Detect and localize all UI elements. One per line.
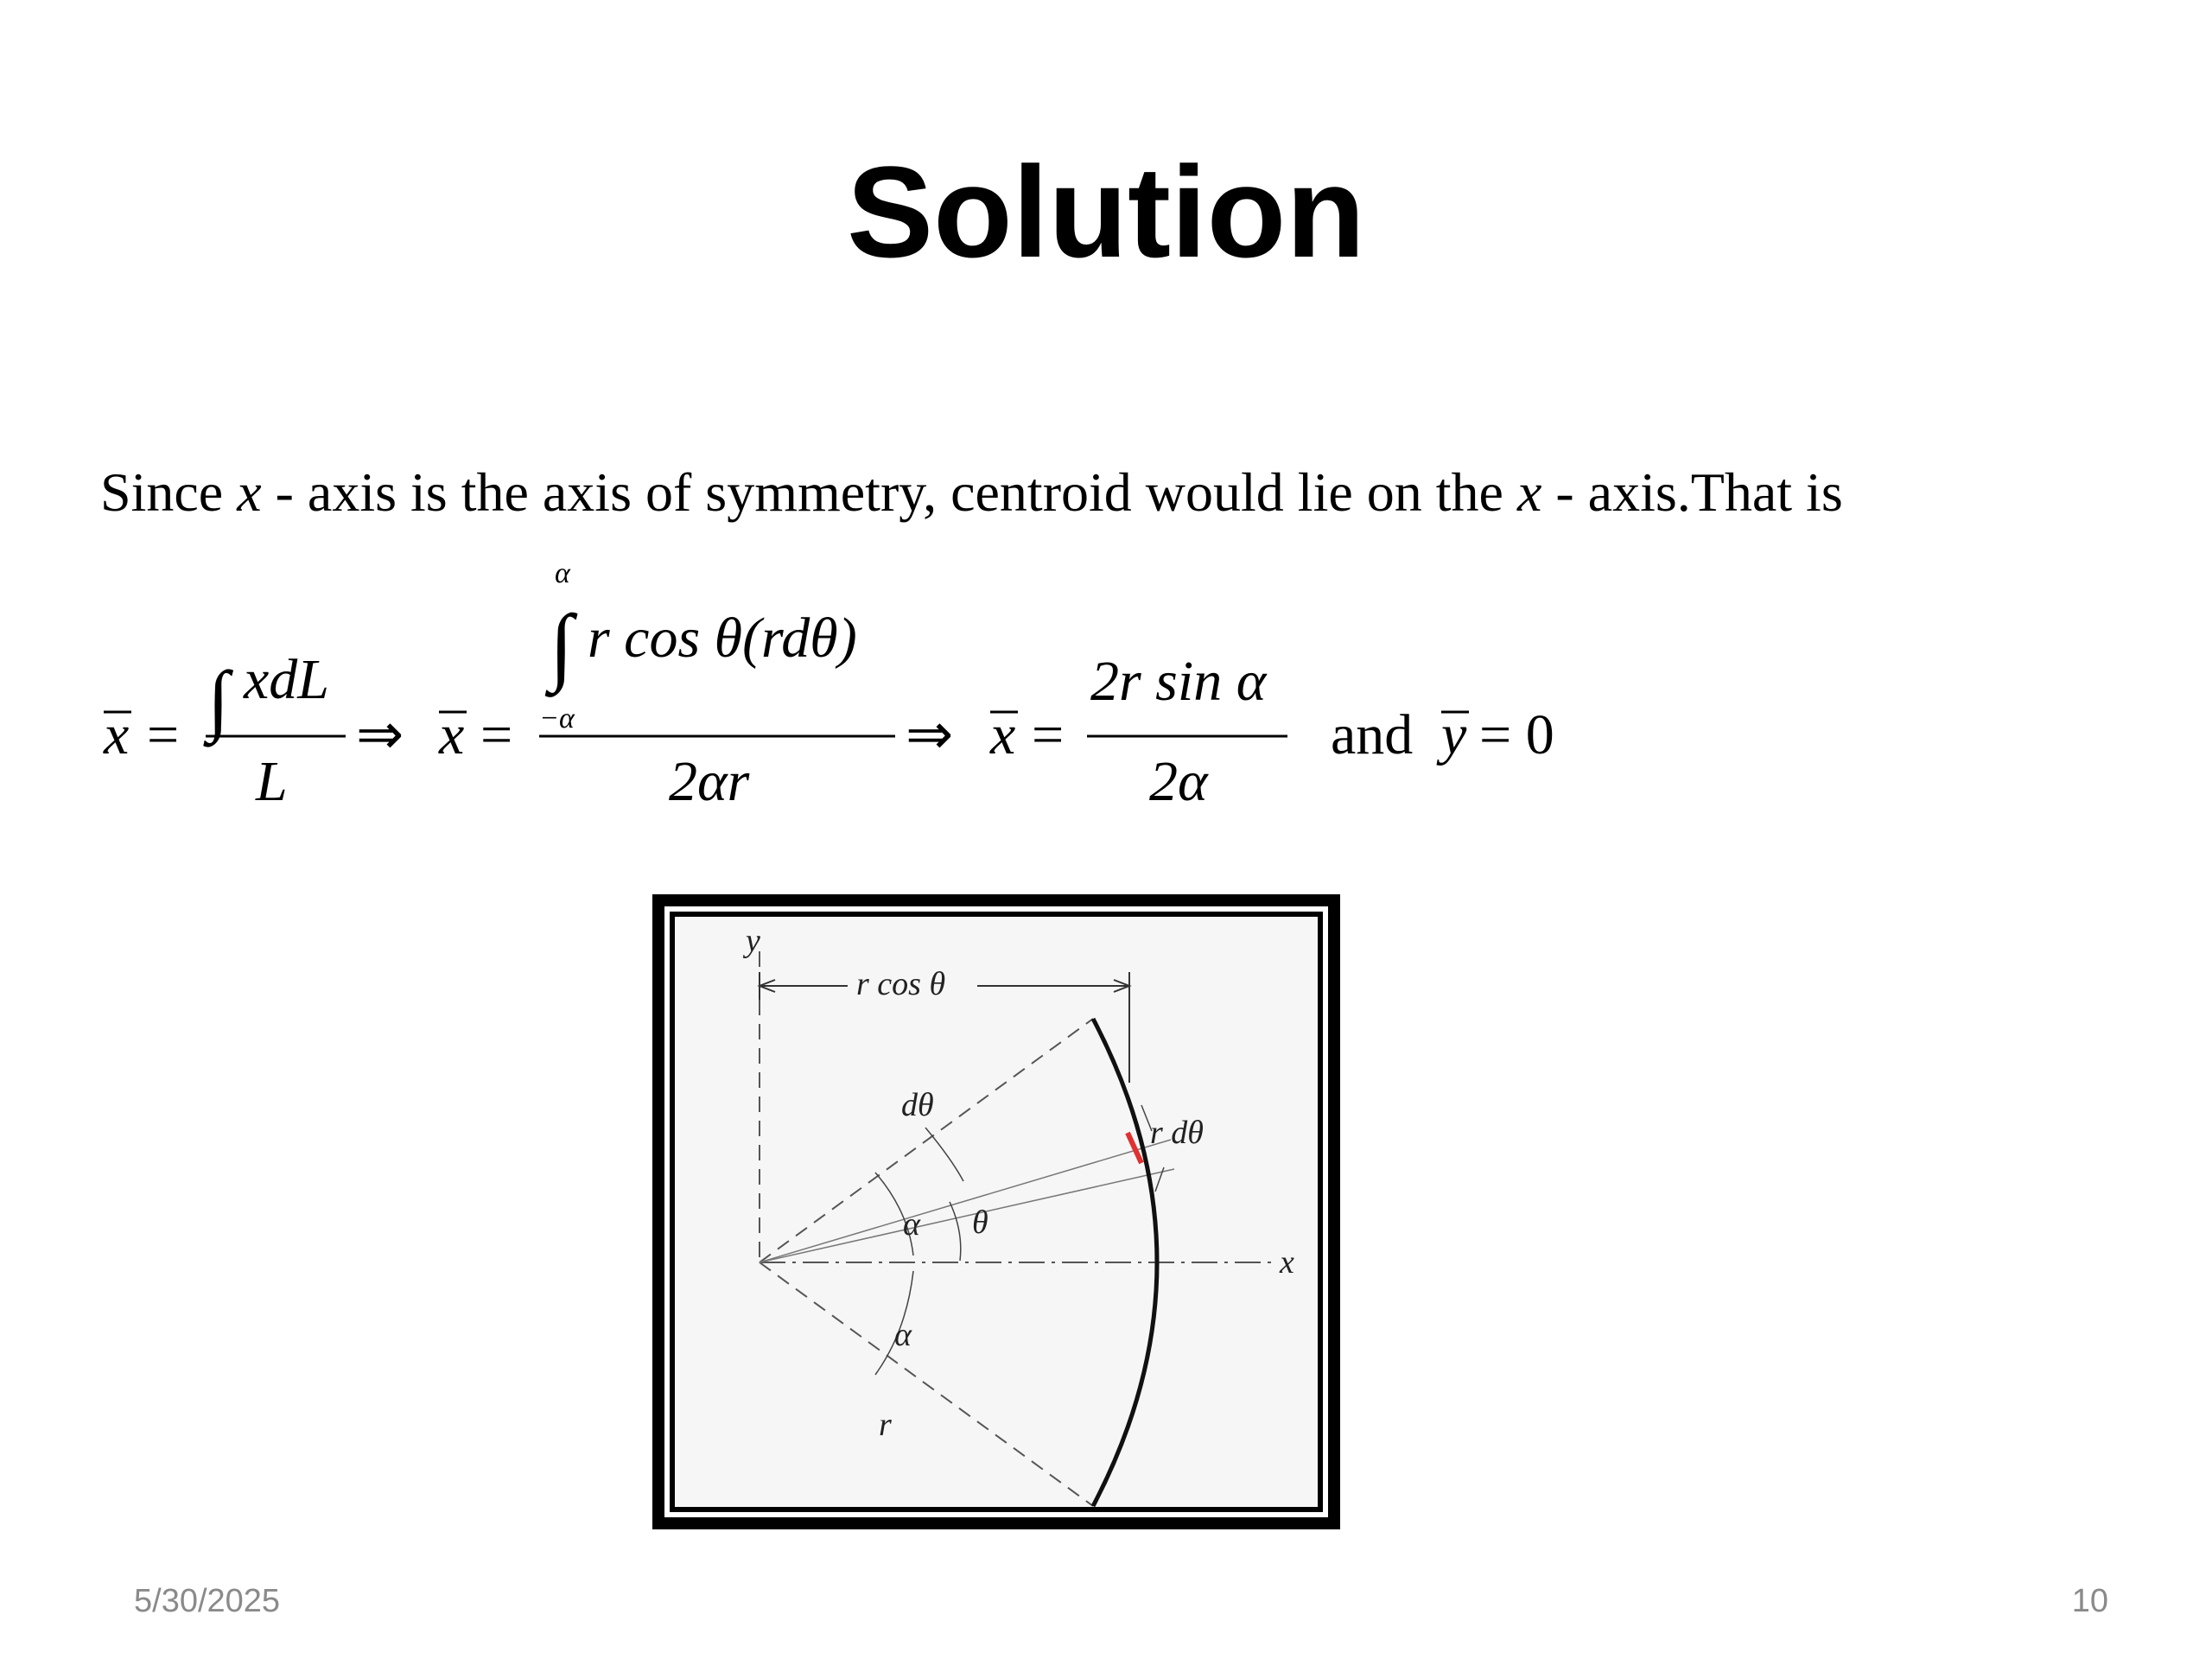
upper-radius <box>760 1019 1093 1262</box>
alpha-upper-label: α <box>903 1206 920 1243</box>
intro-var-x-2: x <box>1516 461 1542 523</box>
intro-part3: - axis.That is <box>1541 461 1843 523</box>
dtheta-arc <box>925 1128 963 1181</box>
radius-label: r <box>879 1407 892 1443</box>
figure-inner-frame <box>670 912 1323 1512</box>
element-ray-lower <box>760 1169 1174 1262</box>
centroid-equation <box>0 544 2212 821</box>
alpha-lower-label: α <box>894 1317 912 1353</box>
intro-part1: Since <box>100 461 238 523</box>
intro-part2: - axis is the axis of symmetry, centroid would lie on the <box>261 461 1517 523</box>
arc-centroid-figure <box>652 894 1340 1529</box>
eq-equals-2: = <box>480 703 513 766</box>
theta-label: θ <box>972 1205 988 1241</box>
eq-equals-zero: = 0 <box>1479 703 1554 766</box>
eq-upper-limit: α <box>555 557 570 589</box>
r-dtheta-label: r dθ <box>1150 1115 1204 1151</box>
eq-ybar: y <box>1441 703 1467 766</box>
eq-integral-2: ∫ <box>550 597 574 693</box>
eq-num-3: 2r sin α <box>1090 650 1267 713</box>
intro-var-x: x <box>237 461 262 523</box>
eq-implies-2: ⇒ <box>906 703 954 766</box>
rcos-theta-label: r cos θ <box>856 966 946 1002</box>
eq-num-2: r cos θ(rdθ) <box>588 607 857 670</box>
eq-den-3: 2α <box>1149 750 1208 813</box>
slide-title: Solution <box>847 139 1365 284</box>
lower-radius <box>760 1262 1093 1506</box>
eq-lower-limit: −α <box>539 702 575 734</box>
eq-xbar-3: x <box>990 703 1016 766</box>
eq-den-1: L <box>256 750 288 813</box>
element-ray-upper <box>760 1140 1171 1262</box>
eq-integral-1: ∫ <box>207 655 230 743</box>
eq-and: and <box>1331 703 1414 766</box>
eq-implies-1: ⇒ <box>356 703 404 766</box>
eq-xbar-1: x <box>104 703 130 766</box>
arc-diagram <box>675 917 1318 1507</box>
intro-text <box>100 458 1843 527</box>
slide-number: 10 <box>2071 1583 2108 1619</box>
eq-num-1: xdL <box>244 648 329 711</box>
y-axis-label: y <box>746 923 760 959</box>
eq-equals-3: = <box>1032 703 1065 766</box>
eq-den-2: 2αr <box>669 750 750 813</box>
theta-arc <box>950 1202 961 1261</box>
eq-equals-1: = <box>147 703 180 766</box>
dtheta-label: dθ <box>901 1087 934 1123</box>
x-axis-label: x <box>1280 1244 1294 1281</box>
eq-xbar-2: x <box>439 703 465 766</box>
slide-date: 5/30/2025 <box>134 1583 281 1619</box>
